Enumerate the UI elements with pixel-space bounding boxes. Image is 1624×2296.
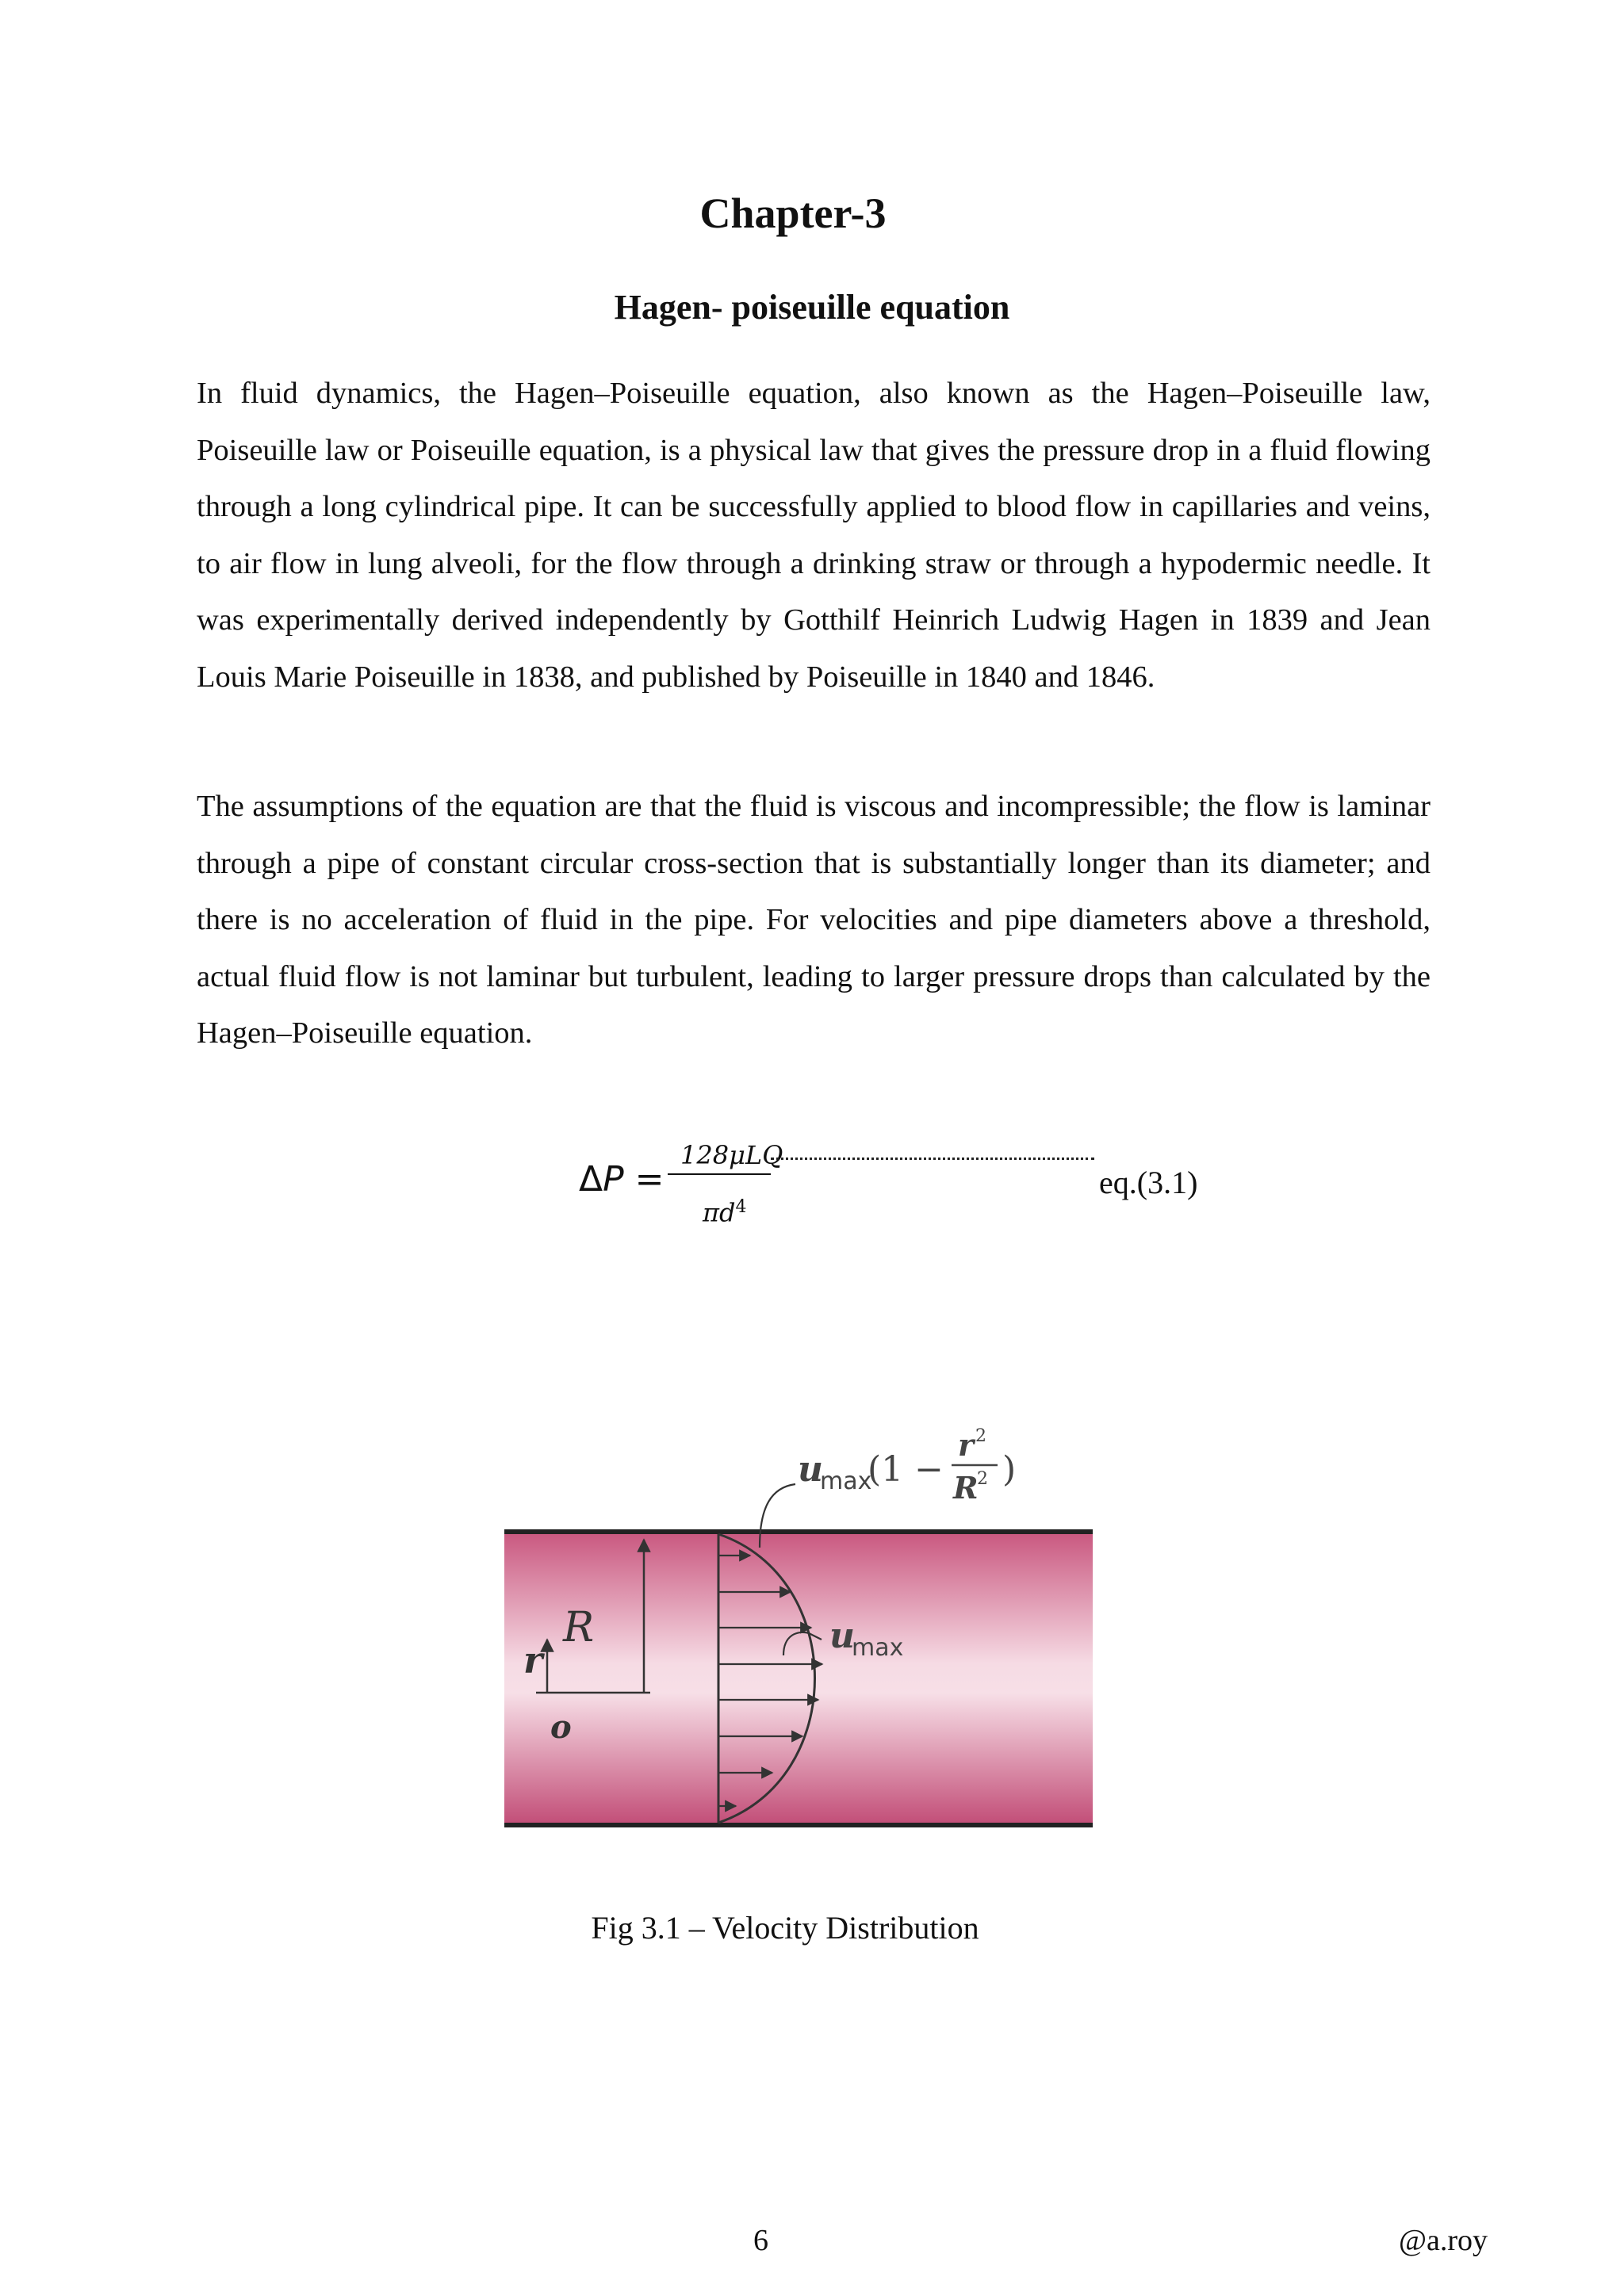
figure-caption-text: Fig 3.1 – Velocity Distribution [591,1910,979,1946]
equation-numerator: 128μLQ [680,1140,783,1170]
label-umax-sub: max [852,1634,904,1662]
figure-caption [0,1909,1624,1946]
label-R-squared-exp: 2 [977,1469,988,1489]
label-profile-open: (1 − [868,1449,944,1490]
velocity-distribution-figure [498,1411,1097,1839]
equation-lhs [579,1159,665,1200]
label-R-squared: R [953,1470,979,1506]
equation-delta: Δ [579,1159,603,1200]
section-title [0,287,1624,327]
equation-3-1 [0,1126,1624,1245]
equation-equals: = [634,1159,665,1200]
label-profile-sub: max [820,1468,872,1495]
author-tag: @a.roy [1399,2224,1488,2257]
equation-denominator [703,1197,747,1228]
equation-denominator-exponent: 4 [735,1197,747,1217]
label-R: R [563,1604,595,1651]
label-r-squared-exp: 2 [975,1426,986,1446]
equation-label: eq.(3.1) [1099,1165,1198,1200]
fraction-bar [668,1173,771,1175]
paragraph-assumptions: The assumptions of the equation are that the fluid is viscous and incompressible; the flow is laminar through a pipe of constant circular cross-section that is substantially longer than its diameter; and there is no acceleration of fluid in the pipe. For velocities and pipe diameters above a threshold, actual fluid flow is not laminar but turbulent, leading to larger pressure drops than calculated by the Hagen–Poiseuille equation. [197,790,1431,1050]
dotted-leader [771,1158,1094,1160]
paragraph-intro: In fluid dynamics, the Hagen–Poiseuille equation, also known as the Hagen–Poiseuille law, Poiseuille law or Poiseuille equation, is a physical law that gives the pressure drop in a fluid flowing through a long cylindrical pipe. It can be successfully applied to blood flow in capillaries and veins, to air flow in lung alveoli, for the flow through a drinking straw or through a hypodermic needle. It was experimentally derived independently by Gotthilf Heinrich Ludwig Hagen in 1839 and Jean Louis Marie Poiseuille in 1838, and published by Poiseuille in 1840 and 1846. [197,377,1431,694]
chapter-title-text: Chapter-3 [699,189,887,237]
pipe-fluid [504,1532,1093,1825]
equation-pressure: P [603,1159,624,1200]
label-r-squared: r [958,1427,975,1463]
label-profile-close: ) [1002,1449,1017,1490]
label-umax-u: u [829,1616,855,1656]
equation-denominator-base: πd [703,1197,736,1228]
chapter-title [0,189,1624,238]
label-origin: o [550,1709,572,1746]
velocity-diagram [498,1411,1097,1839]
label-profile-u: u [798,1449,823,1490]
section-title-text: Hagen- poiseuille equation [614,288,1010,327]
page-number: 6 [753,2224,768,2257]
label-r: r [523,1639,543,1682]
